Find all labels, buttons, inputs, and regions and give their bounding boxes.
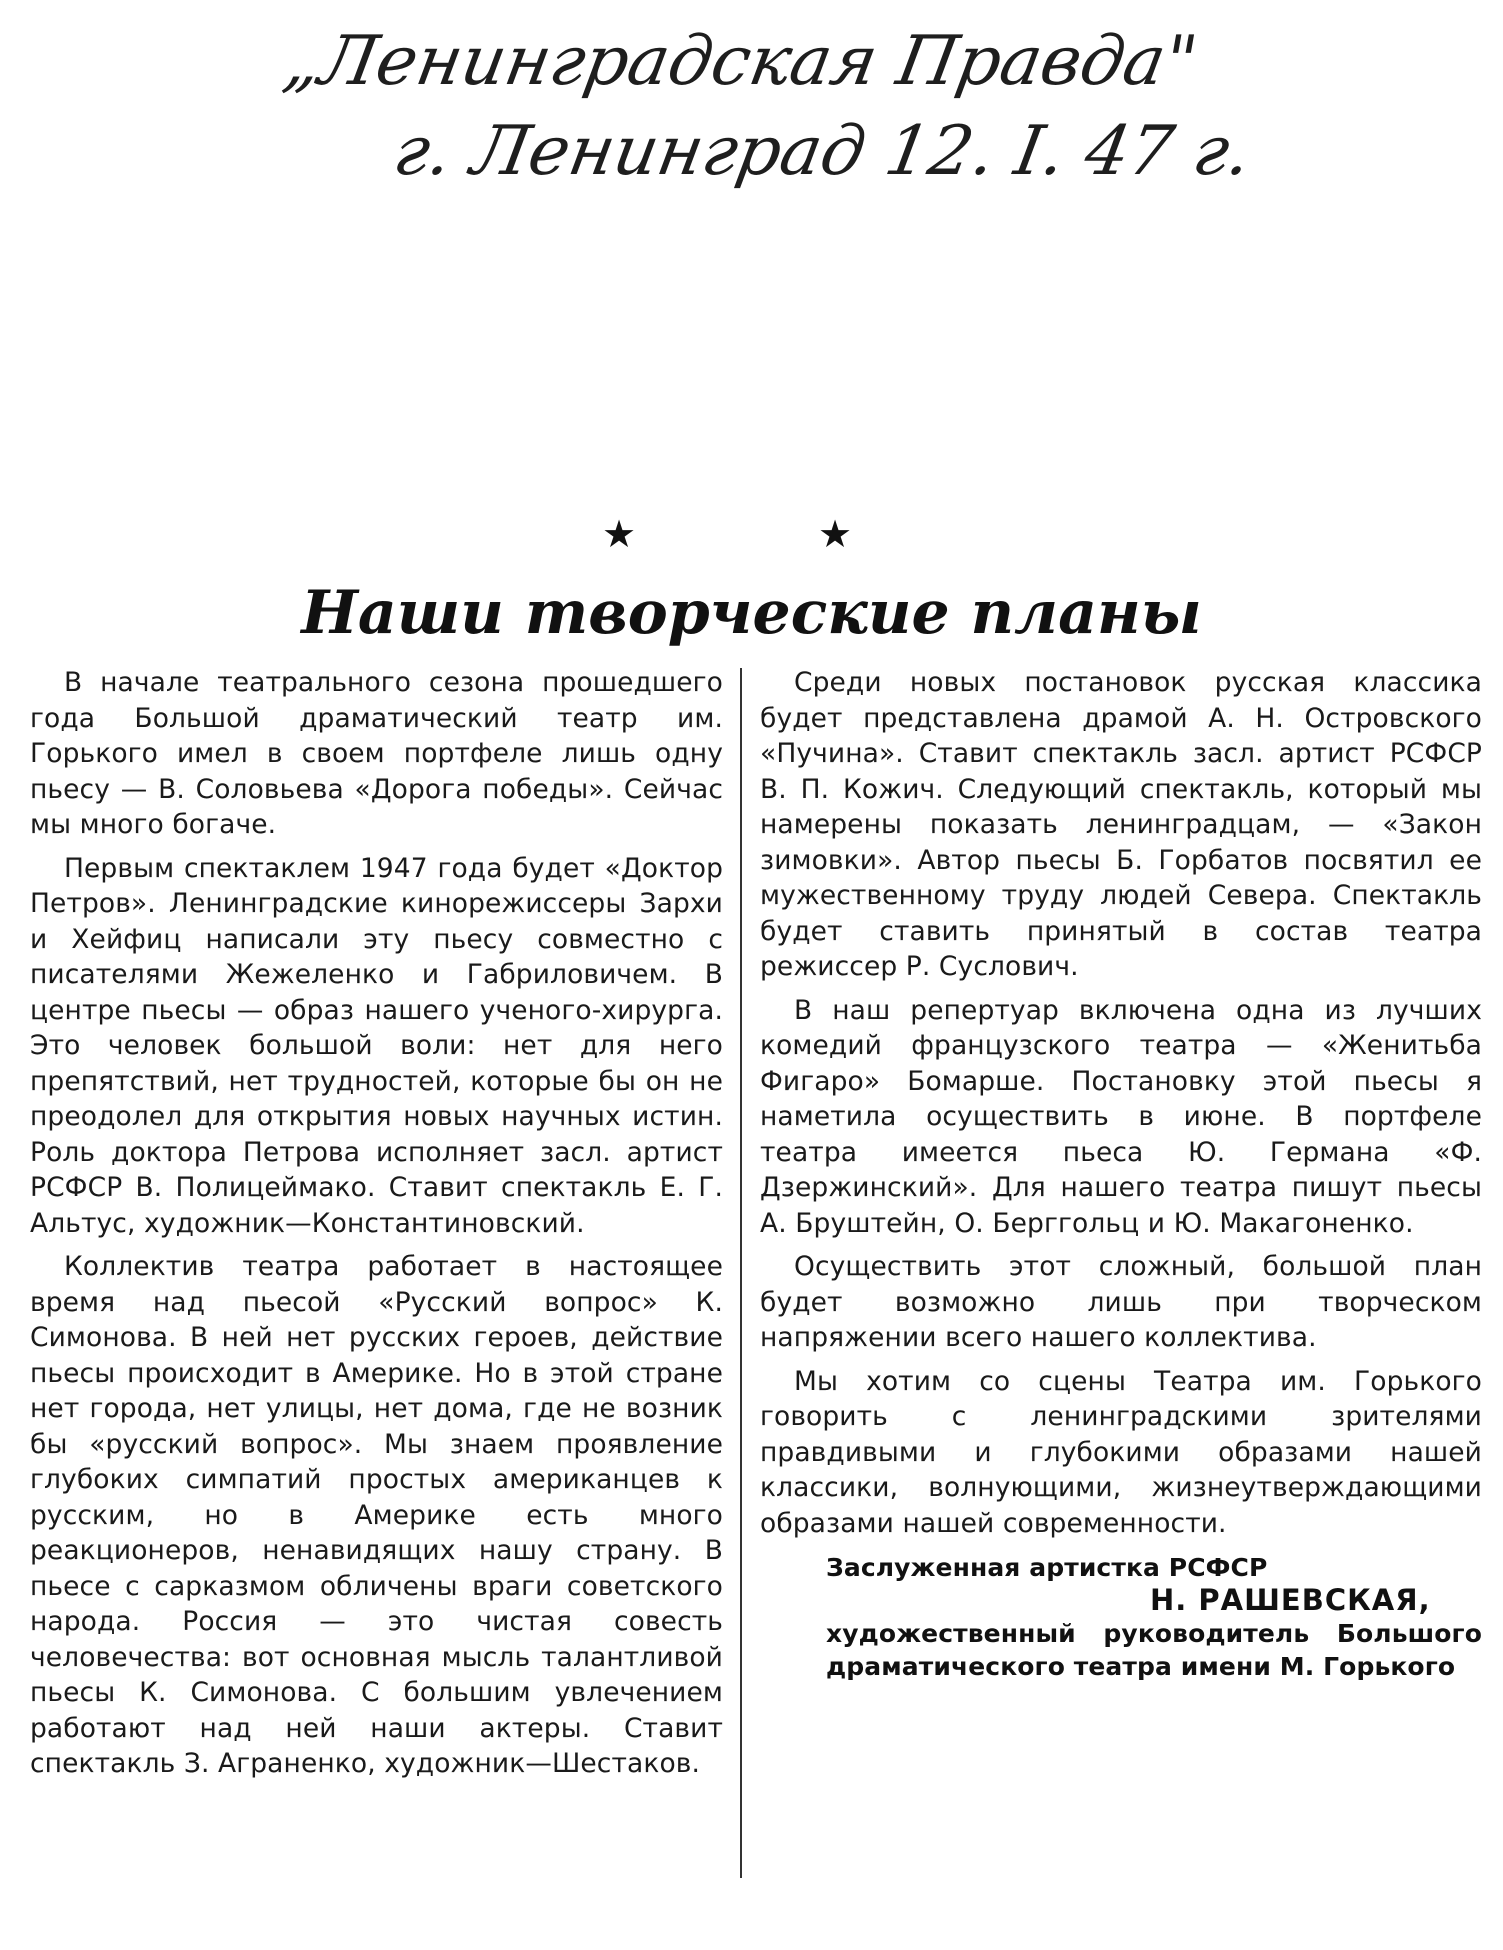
article-left-column bbox=[30, 665, 723, 1790]
article-paragraph: Первым спектаклем 1947 года будет «Доктор Петров». Ленинградские кинорежиссеры Зархи и Хейфиц написали эту пьесу совместно с писателями Жежеленко и Габриловичем. В центре пьесы — образ нашего ученого-хирурга. Это человек большой воли: нет для него препятствий, нет трудностей, которые бы он не преодолел для открытия новых научных истин. Роль доктора Петрова исполняет засл. артист РСФСР В. Полицеймако. Ставит спектакль Е. Г. Альтус, художник—Константиновский. bbox=[30, 852, 723, 1239]
article-paragraph: В наш репертуар включена одна из лучших комедий французского театра — «Женитьба Фигаро» Бомарше. Постановку этой пьесы я наметила осуществить в июне. В портфеле театра имеется пьеса Ю. Германа «Ф. Дзержинский». Для нашего театра пишут пьесы А. Бруштейн, О. Берггольц и Ю. Макагоненко. bbox=[760, 994, 1482, 1239]
column-divider bbox=[740, 668, 742, 1878]
star-icon: ★ bbox=[818, 512, 853, 556]
article-paragraph: Среди новых постановок русская классика будет представлена драмой А. Н. Островского «Пучина». Ставит спектакль засл. артист РСФСР В. П. Кожич. Следующий спектакль, который мы намерены показать ленинградцам, — «Закон зимовки». Автор пьесы Б. Горбатов посвятил ее мужественному труду людей Севера. Спектакль будет ставить принятый в состав театра режиссер Р. Суслович. bbox=[760, 667, 1482, 982]
article-right-column bbox=[760, 665, 1482, 1683]
handwritten-city-date: г. Ленинград 12. I. 47 г. bbox=[388, 112, 1258, 191]
article-paragraph: В начале театрального сезона прошедшего года Большой драматический театр им. Горького имел в своем портфеле лишь одну пьесу — В. Соловьева «Дорога победы». Сейчас мы много богаче. bbox=[30, 667, 723, 840]
handwritten-newspaper-name: „Ленинградская Правда" bbox=[278, 22, 1203, 101]
author-role: художественный руководитель Большого драматического театра имени М. Горького bbox=[826, 1619, 1482, 1681]
article-paragraph: Мы хотим со сцены Театра им. Горького говорить с ленинградскими зрителями правдивыми и глубокими образами нашей классики, волнующими, жизнеутверждающими образами нашей современности. bbox=[760, 1365, 1482, 1539]
author-name: Н. РАШЕВСКАЯ, bbox=[1150, 1583, 1431, 1617]
author-signature bbox=[760, 1551, 1482, 1683]
article-headline: Наши творческие планы bbox=[301, 578, 1202, 648]
article-paragraph: Коллектив театра работает в настоящее время над пьесой «Русский вопрос» К. Симонова. В ней нет русских героев, действие пьесы происходит в Америке. Но в этой стране нет города, нет улицы, нет дома, где не возник бы «русский вопрос». Мы знаем проявление глубоких симпатий простых американцев к русским, но в Америке есть много реакционеров, ненавидящих нашу страну. В пьесе с сарказмом обличены враги советского народа. Россия — это чистая совесть человечества: вот основная мысль талантливой пьесы К. Симонова. С большим увлечением работают над ней наши актеры. Ставит спектакль З. Аграненко, художник—Шестаков. bbox=[30, 1251, 723, 1779]
author-title: Заслуженная артистка РСФСР bbox=[826, 1553, 1268, 1582]
star-icon: ★ bbox=[602, 512, 637, 556]
article-paragraph: Осуществить этот сложный, большой план будет возможно лишь при творческом напряжении всего нашего коллектива. bbox=[760, 1251, 1482, 1353]
star-ornament bbox=[0, 512, 1503, 565]
